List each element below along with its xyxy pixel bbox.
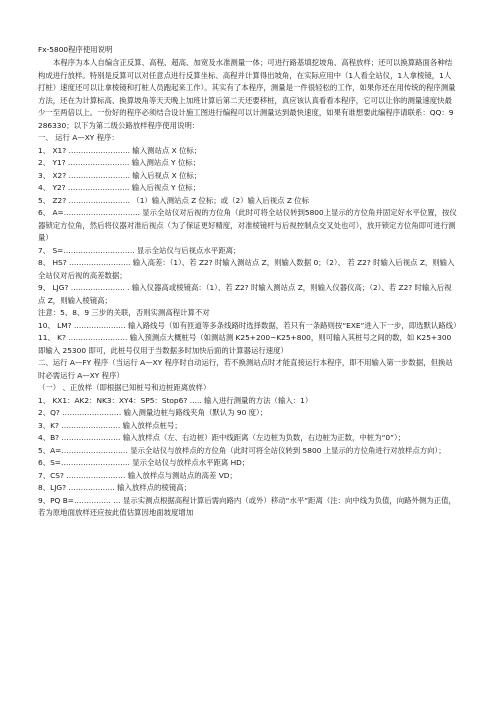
instruction-line: 1、 KX1：AK2：NK3：XY4：SP5：Stop6? ….. 输入进行测量的方法（输入：1） xyxy=(38,395,313,405)
instruction-line: 5、 Z2? ……………………. （1）输入测站点 Z 位标；或（2）输入后视点 Z 位标 xyxy=(38,195,310,205)
instruction-line: 8、LJG? ………..…….. 输入放样点的棱镜高； xyxy=(38,483,191,492)
instruction-line: 4、 Y2? ……………………. 输入后视点 Y 位标； xyxy=(38,183,201,192)
instruction-line: 8、 HS? ……………………. 输入高差：（1）、若 Z2? 时输入测站点 Z，则输入数据 0；（2）、 若 Z2? 时输入后视点 Z，则输入全站仪对后视的高差数据； xyxy=(38,258,455,280)
instruction-line: 二、运行 A—FY 程序（当运行 A—XY 程序时自动运行，若不换测站点时才能直接运行本程序，即不用输入第一步数据，但换站时必需运行 A—XY 程序） xyxy=(38,358,453,380)
instruction-line: 9、 LJG? …………………. . 输入仪器高或棱镜高：（1）、若 Z2? 时输入测站点 Z，则输入仪器仪高；（2）、若 Z2? 时输入后视点 Z，则输入棱镜高； xyxy=(38,283,452,305)
instruction-line: 11、 K? …………………… 输入预测点大概桩号（如测站测 K25+200~K25+800，则可输入其桩号之间的数，如 K25+300 即输入 25300 即可，此桩号仅用于当数据多时加快后面的计算器运行速度） xyxy=(38,333,452,355)
instruction-line: 9、PQ B=…………… … 显示实测点根据高程计算后需向路内（或外）移动“水平”距离（注：向中线为负值，向路外侧为正值，若为原地面放样还应按此值估算因地面坡度增加 xyxy=(38,495,456,517)
instruction-line: 3、 X2? ……………………. 输入后视点 X 位标； xyxy=(38,170,202,180)
instruction-line: 6、S=………………………. 显示全站仪与放样点水平距离 HD； xyxy=(38,458,250,467)
instruction-line: （一） 、正放样（即根据已知桩号和边桩距离放样） xyxy=(38,383,211,392)
instruction-line: 4、B? …………………… 输入放样点（左、右边桩）距中线距离（左边桩为负数，右边桩为正数，中桩为“0”）； xyxy=(38,433,406,442)
instruction-line: 5、A=……………………… 显示全站仪与放样点的方位角（此时可将全站仪转到 5800 上显示的方位角进行对放样点方向）； xyxy=(38,445,446,455)
instruction-line: 7、CS? …………………… 输入放样点与测站点的高差 VD； xyxy=(38,470,237,480)
instruction-line: 7、 S=……………………….. 显示全站仪与后视点水平距离； xyxy=(38,245,241,255)
instruction-line: 2、Q? …………………… 输入测量边桩与路线夹角（默认为 90 度）； xyxy=(38,408,268,417)
intro-paragraph: 本程序为本人自编含正反算、高程、超高、加宽及水准测量一体；可进行路基填挖坡角、高程放样；还可以换算路面各种结构成进行放样。特别是反算可以对任意点进行反算坐标、高程并计算得出坡角，在实际应用中（1人看全站仪，1人拿棱镜，1人打桩）速度还可以让拿棱镜和打桩人员跑起来工作）。其实有了本程序，测量是一件很轻松的工作，如果你还在用传统的程序测量方法，还在为计算标高、换算坡角等天天晚上加班计算后第二天还要移桩，真应该认真看看本程序，它可以让你的测量速度快最少一至两倍以上。一份好的程序必须结合设计施工图进行编程可以计测量达到最快速度，如果有谁想要此编程序请联系：QQ：9286330；以下为第二级公路放样程序使用说明： xyxy=(38,58,456,130)
instruction-line: 3、K? …………………… 输入放样点桩号； xyxy=(38,420,182,430)
instruction-list xyxy=(38,132,461,520)
instruction-line: 2、 Y1? ……………………. 输入测站点 Y 位标； xyxy=(38,158,201,167)
document-title: Fx-5800程序使用说明 xyxy=(38,45,113,54)
instruction-line: 一、 运行 A—XY 程序： xyxy=(38,133,119,142)
instruction-line: 1、 X1? ……………………. 输入测站点 X 位标； xyxy=(38,145,202,155)
instruction-line: 注意：5、8、9 三步的关联，否则实测高程计算不对 xyxy=(38,308,210,317)
instruction-line: 10、 LM? ………………… 输入路线号（如有匝道等多条线路时选择数据，若只有一条路则按“EXE”进入下一步，即选默认路线） xyxy=(38,320,461,330)
instruction-line: 6、 A=…………………………. 显示全站仪对后视的方位角（此时可将全站仪转到5800上显示的方位角并固定好水平位置，按仪器锁定方位角，然后将仪器对准后视点（为了保证更好精度，对准棱镜杆与后视控制点交叉处也可），放开锁定方位角即可进行测量） xyxy=(38,208,457,242)
